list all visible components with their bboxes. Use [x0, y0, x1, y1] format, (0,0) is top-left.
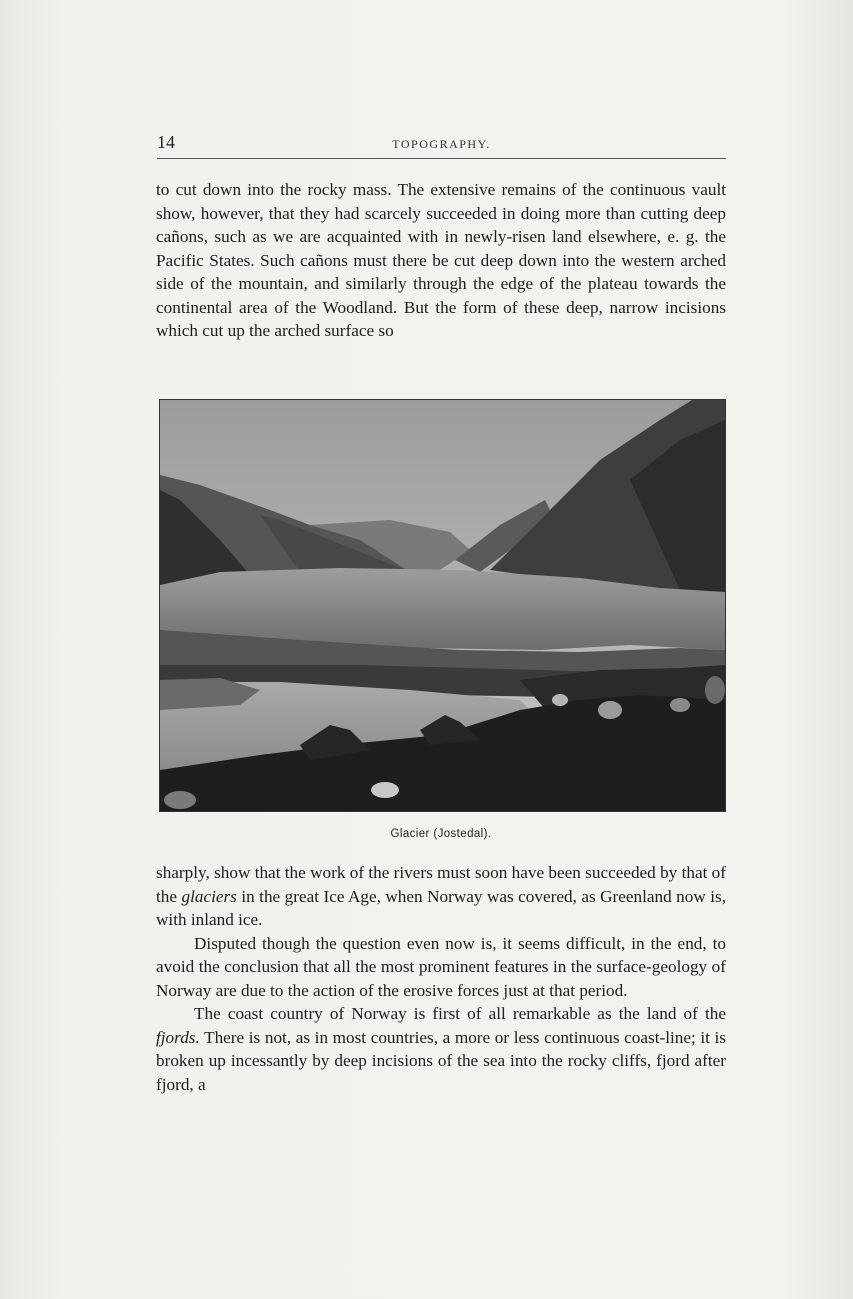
italic-term: fjords. [156, 1027, 200, 1047]
paragraph: Disputed though the question even now is, it seems difficult, in the end, to avoid the conclusion that all the most prominent features in the surface-geology of Norway are due to the action of the erosive forces just at that period. [156, 933, 726, 1000]
text-run: The coast country of Norway is first of all remarkable as the land of the [194, 1004, 726, 1023]
paragraph [156, 861, 726, 932]
text-run: sharply, show that the work of the rivers must soon have been succeeded by that of the [156, 863, 726, 906]
page-number: 14 [157, 132, 175, 152]
glacier-photograph [159, 399, 726, 812]
body-text-bottom [156, 861, 726, 1096]
text-run: in the great Ice Age, when Norway was covered, as Greenland now is, with inland ice. [156, 886, 727, 929]
italic-term: glaciers [181, 886, 237, 906]
paragraph: to cut down into the rocky mass. The extensive remains of the continuous vault show, however, that they had scarcely succeeded in doing more than cutting deep cañons, such as we are acquainted with in newly-risen land elsewhere, e. g. the Pacific States. Such cañons must there be cut deep down into the western arched side of the mountain, and similarly through the edge of the plateau towards the continental area of the Woodland. But the form of these deep, narrow incisions which cut up the arched surface so [156, 180, 726, 340]
text-run: There is not, as in most countries, a more or less continuous coast-line; it is broken up incessantly by deep incisions of the sea into the rocky cliffs, fjord after fjord, a [156, 1027, 726, 1094]
paragraph [156, 1002, 726, 1096]
page-header [157, 132, 726, 159]
figure-caption: Glacier (Jostedal). [390, 828, 492, 840]
body-text-top [156, 178, 726, 343]
running-title: TOPOGRAPHY. [392, 137, 491, 151]
